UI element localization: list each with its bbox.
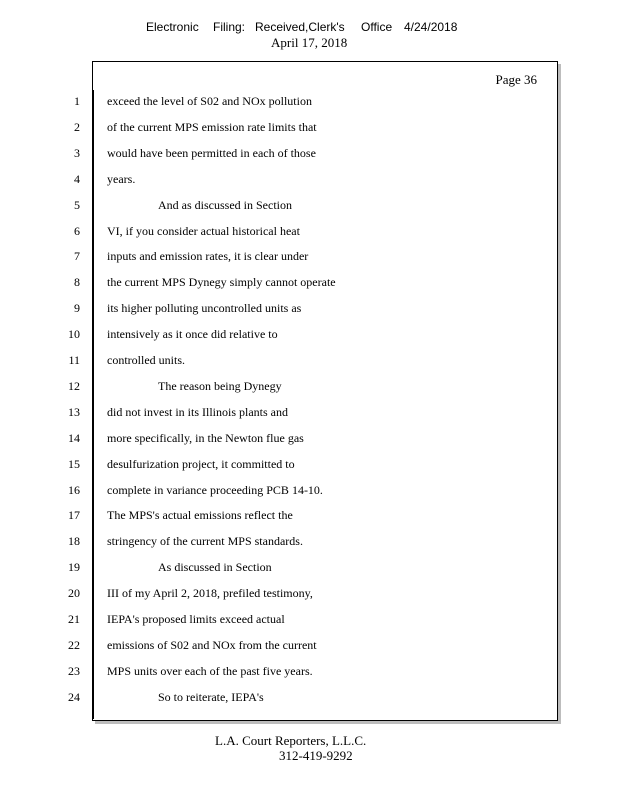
- transcript-line: [0, 170, 618, 188]
- transcript-line: [0, 636, 618, 654]
- filing-electronic: Electronic: [146, 20, 199, 34]
- transcript-line: [0, 325, 618, 343]
- transcript-line: [0, 532, 618, 550]
- court-reporter-name: L.A. Court Reporters, L.L.C.: [215, 733, 367, 748]
- line-number: 7: [74, 249, 80, 264]
- transcript-line: [0, 403, 618, 421]
- transcript-line: [0, 144, 618, 162]
- line-text: its higher polluting uncontrolled units as: [107, 301, 302, 316]
- transcript-line: [0, 688, 618, 706]
- line-number: 14: [68, 430, 80, 445]
- line-text: of the current MPS emission rate limits that: [107, 119, 317, 134]
- transcript-line: [0, 455, 618, 473]
- line-number: 13: [68, 404, 80, 419]
- line-text: The reason being Dynegy: [158, 378, 282, 393]
- line-number: 18: [68, 534, 80, 549]
- line-number: 2: [74, 119, 80, 134]
- line-number: 19: [68, 560, 80, 575]
- line-text: did not invest in its Illinois plants and: [107, 404, 288, 419]
- line-text: emissions of S02 and NOx from the current: [107, 637, 317, 652]
- line-number: 16: [68, 482, 80, 497]
- transcript-line: [0, 558, 618, 576]
- line-number: 6: [74, 223, 80, 238]
- line-number: 15: [68, 456, 80, 471]
- line-text: exceed the level of S02 and NOx pollution: [107, 94, 312, 108]
- filing-received: Received,Clerk's: [255, 20, 345, 34]
- line-number: 3: [74, 145, 80, 160]
- line-text: years.: [107, 171, 136, 186]
- transcript-line: [0, 351, 618, 369]
- line-number: 23: [68, 663, 80, 678]
- filing-label: Filing:: [213, 20, 246, 34]
- line-number: 12: [68, 378, 80, 393]
- court-reporter-phone: 312-419-9292: [279, 748, 353, 763]
- line-number: 4: [74, 171, 80, 186]
- transcript-line: [0, 222, 618, 240]
- line-text: intensively as it once did relative to: [107, 327, 278, 342]
- transcript-date: April 17, 2018: [271, 35, 348, 50]
- line-text: As discussed in Section: [158, 560, 272, 575]
- line-text: would have been permitted in each of those: [107, 145, 316, 160]
- line-text: more specifically, in the Newton flue gas: [107, 430, 304, 445]
- line-number: 5: [74, 197, 80, 212]
- line-number: 10: [68, 327, 80, 342]
- line-text: the current MPS Dynegy simply cannot operate: [107, 275, 336, 290]
- line-text: So to reiterate, IEPA's: [158, 689, 264, 704]
- line-number: 24: [68, 689, 80, 704]
- line-text: inputs and emission rates, it is clear under: [107, 249, 309, 264]
- transcript-line: [0, 247, 618, 265]
- line-number: 11: [68, 353, 80, 367]
- line-number: 1: [74, 94, 80, 108]
- line-text: stringency of the current MPS standards.: [107, 534, 303, 549]
- transcript-line: [0, 377, 618, 395]
- transcript-line: [0, 429, 618, 447]
- line-text: MPS units over each of the past five years.: [107, 663, 313, 678]
- line-text: And as discussed in Section: [158, 197, 292, 212]
- line-text: The MPS's actual emissions reflect the: [107, 508, 293, 523]
- transcript-line: [0, 610, 618, 628]
- transcript-line: [0, 506, 618, 524]
- line-text: VI, if you consider actual historical heat: [107, 223, 300, 238]
- transcript-line: [0, 196, 618, 214]
- filing-date: 4/24/2018: [404, 20, 458, 34]
- line-number: 17: [68, 508, 80, 523]
- line-text: controlled units.: [107, 353, 185, 367]
- line-number: 9: [74, 301, 80, 316]
- line-text: IEPA's proposed limits exceed actual: [107, 612, 285, 626]
- page-number: Page 36: [495, 72, 537, 87]
- line-number: 22: [68, 637, 80, 652]
- transcript-line: [0, 584, 618, 602]
- line-text: complete in variance proceeding PCB 14-10.: [107, 482, 323, 497]
- line-number: 8: [74, 275, 80, 290]
- line-number: 21: [68, 612, 80, 626]
- transcript-line: [0, 118, 618, 136]
- transcript-line: [0, 92, 618, 110]
- transcript-line: [0, 299, 618, 317]
- line-text: III of my April 2, 2018, prefiled testimony,: [107, 586, 313, 601]
- line-number: 20: [68, 586, 80, 601]
- transcript-line: [0, 273, 618, 291]
- transcript-line: [0, 662, 618, 680]
- filing-office: Office: [361, 20, 393, 34]
- line-text: desulfurization project, it committed to: [107, 456, 295, 471]
- transcript-line: [0, 481, 618, 499]
